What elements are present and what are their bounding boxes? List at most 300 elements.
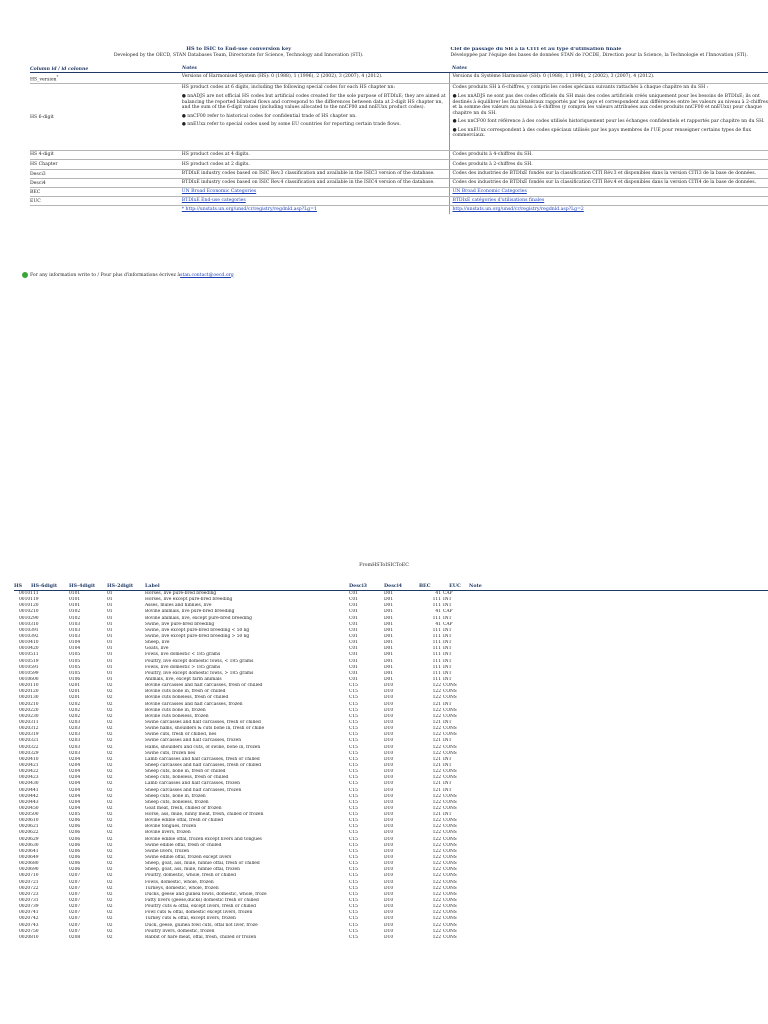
cell-label[interactable]: Swine cuts, fresh or chilled, nes (145, 732, 217, 738)
cell-desci3[interactable]: C15 (349, 799, 358, 805)
cell-bec[interactable]: 121 (432, 756, 441, 762)
cell-hs4[interactable]: 0204 (69, 769, 81, 775)
cell-hs2[interactable]: 02 (107, 904, 113, 910)
cell-desci3[interactable]: C15 (349, 781, 358, 787)
cell-euc[interactable]: CAP (443, 591, 453, 596)
cell-hs2[interactable]: 02 (107, 793, 113, 799)
cell-bec[interactable]: 122 (432, 861, 441, 867)
cell-hs2[interactable]: 01 (107, 615, 113, 621)
cell-euc[interactable]: CONS (443, 793, 457, 799)
cell-euc[interactable]: CONS (443, 707, 457, 713)
cell-euc[interactable]: INT (443, 627, 452, 633)
cell-desci3[interactable]: C15 (349, 701, 358, 707)
cell-hs4[interactable]: 0207 (69, 922, 81, 928)
cell-hs4[interactable]: 0207 (69, 898, 81, 904)
cell-hs2[interactable]: 01 (107, 646, 113, 652)
cell-hs2[interactable]: 02 (107, 799, 113, 805)
table-row[interactable] (14, 935, 768, 941)
cell-bec[interactable]: 122 (432, 842, 441, 848)
cell-desci4[interactable]: D10 (384, 934, 394, 940)
cell-euc[interactable]: INT (443, 738, 452, 744)
cell-bec[interactable]: 122 (432, 922, 441, 928)
header-hs2[interactable]: HS-2digit (107, 583, 134, 589)
cell-hs2[interactable]: 02 (107, 719, 113, 725)
cell-euc[interactable]: INT (443, 812, 452, 818)
header-hs6[interactable]: HS-6digit (31, 583, 58, 589)
cell-desci4[interactable]: D01 (384, 658, 394, 664)
cell-label[interactable]: Fatty livers (geese,ducks) domestic fresh or chilled (145, 898, 259, 904)
cell-bec[interactable]: 122 (432, 904, 441, 910)
cell-bec[interactable]: 122 (432, 695, 441, 701)
header-euc[interactable]: EUC (449, 583, 461, 589)
cell-hs2[interactable]: 02 (107, 873, 113, 879)
cell-hs4[interactable]: 0202 (69, 713, 81, 719)
cell-label[interactable]: Hams, shoulders and cuts, of swine, bone in, frozen (145, 744, 261, 750)
cell-label[interactable]: Rabbit or hare meat, offal, fresh, chilled or frozen (145, 934, 257, 940)
cell-hs2[interactable]: 02 (107, 750, 113, 756)
cell-desci3[interactable]: C01 (349, 597, 358, 603)
cell-euc[interactable]: INT (443, 676, 452, 682)
cell-bec[interactable]: 122 (432, 885, 441, 891)
cell-hs4[interactable]: 0201 (69, 683, 81, 689)
cell-desci3[interactable]: C15 (349, 836, 358, 842)
cell-desci3[interactable]: C15 (349, 916, 358, 922)
cell-bec[interactable]: 121 (432, 738, 441, 744)
cell-label[interactable]: Duck, geese, guinea fowl cuts, offal not liver, froze (145, 922, 258, 928)
cell-hs2[interactable]: 02 (107, 922, 113, 928)
cell-euc[interactable]: CONS (443, 830, 457, 836)
cell-hs2[interactable]: 02 (107, 885, 113, 891)
cell-euc[interactable]: CAP (443, 621, 453, 627)
cell-euc[interactable]: CONS (443, 842, 457, 848)
footnote-link-fr[interactable]: http://unstats.un.org/unsd/cr/registry/regdnld.asp?Lg=2 (452, 207, 584, 213)
cell-desci3[interactable]: C01 (349, 676, 358, 682)
cell-hs2[interactable]: 02 (107, 701, 113, 707)
cell-hs4[interactable]: 0207 (69, 910, 81, 916)
cell-label[interactable]: Fowls, domestic, whole, frozen (145, 879, 214, 885)
cell-desci3[interactable]: C15 (349, 707, 358, 713)
cell-hs4[interactable]: 0207 (69, 885, 81, 891)
cell-label[interactable]: Swine, live pure-bred breeding (145, 621, 215, 627)
cell-euc[interactable]: CONS (443, 750, 457, 756)
cell-hs4[interactable]: 0207 (69, 873, 81, 879)
cell-desci4[interactable]: D10 (384, 787, 394, 793)
cell-label[interactable]: Bovine cuts bone in, frozen (145, 707, 206, 713)
cell-label[interactable]: Ducks, geese and guinea fowls, domestic, whole, froze (145, 891, 267, 897)
cell-euc[interactable]: INT (443, 640, 452, 646)
cell-euc[interactable]: INT (443, 762, 452, 768)
cell-bec[interactable]: 111 (432, 676, 441, 682)
cell-euc[interactable]: INT (443, 615, 452, 621)
cell-desci4[interactable]: D10 (384, 848, 394, 854)
cell-desci4[interactable]: D10 (384, 928, 394, 934)
cell-hs4[interactable]: 0206 (69, 824, 81, 830)
cell-hs2[interactable]: 02 (107, 695, 113, 701)
cell-desci3[interactable]: C15 (349, 885, 358, 891)
cell-bec[interactable]: 122 (432, 916, 441, 922)
cell-label[interactable]: Horse, ass, mule, hinny meat, fresh, chilled or frozen (145, 812, 264, 818)
cell-bec[interactable]: 122 (432, 928, 441, 934)
cell-hs4[interactable]: 0202 (69, 707, 81, 713)
cell-euc[interactable]: CAP (443, 609, 453, 615)
cell-hs4[interactable]: 0102 (69, 615, 81, 621)
cell-hs4[interactable]: 0204 (69, 775, 81, 781)
cell-euc[interactable]: INT (443, 670, 452, 676)
cell-label[interactable]: Bovine carcasses and half carcasses, fresh or chilled (145, 683, 263, 689)
cell-hs4[interactable]: 0204 (69, 762, 81, 768)
cell-euc[interactable]: INT (443, 603, 452, 609)
cell-euc[interactable]: CONS (443, 775, 457, 781)
cell-euc[interactable]: INT (443, 658, 452, 664)
cell-hs4[interactable]: 0104 (69, 646, 81, 652)
cell-hs2[interactable]: 01 (107, 652, 113, 658)
cell-desci4[interactable]: D01 (384, 664, 394, 670)
cell-bec[interactable]: 122 (432, 891, 441, 897)
cell-hs4[interactable]: 0206 (69, 848, 81, 854)
cell-hs2[interactable]: 01 (107, 664, 113, 670)
cell-desci4[interactable]: D01 (384, 640, 394, 646)
cell-label[interactable]: Swine livers, frozen (145, 848, 190, 854)
header-note[interactable]: Note (469, 583, 482, 589)
cell-hs4[interactable]: 0105 (69, 664, 81, 670)
cell-desci3[interactable]: C01 (349, 591, 358, 596)
cell-hs2[interactable]: 02 (107, 769, 113, 775)
cell-hs2[interactable]: 02 (107, 855, 113, 861)
cell-bec[interactable]: 121 (432, 781, 441, 787)
cell-bec[interactable]: 122 (432, 683, 441, 689)
cell-desci3[interactable]: C15 (349, 855, 358, 861)
cell-desci4[interactable]: D01 (384, 591, 394, 596)
cell-hs2[interactable]: 02 (107, 707, 113, 713)
cell-euc[interactable]: CONS (443, 879, 457, 885)
cell-hs2[interactable]: 01 (107, 658, 113, 664)
cell-label[interactable]: Poultry, live except domestic fowls, > 185 grams (145, 670, 254, 676)
cell-hs2[interactable]: 02 (107, 738, 113, 744)
cell-hs2[interactable]: 01 (107, 603, 113, 609)
cell-label[interactable]: Sheep cuts, boneless, frozen (145, 799, 209, 805)
cell-euc[interactable]: CONS (443, 726, 457, 732)
cell-hs6[interactable] (14, 935, 69, 941)
cell-hs2[interactable]: 02 (107, 762, 113, 768)
cell-euc[interactable]: CONS (443, 689, 457, 695)
cell-hs4[interactable]: 0202 (69, 701, 81, 707)
cell-hs2[interactable]: 02 (107, 867, 113, 873)
cell-desci3[interactable]: C15 (349, 683, 358, 689)
cell-euc[interactable]: INT (443, 652, 452, 658)
cell-desci4[interactable]: D10 (384, 793, 394, 799)
cell-desci4[interactable]: D10 (384, 744, 394, 750)
cell-euc[interactable]: INT (443, 719, 452, 725)
cell-hs4[interactable]: 0205 (69, 812, 81, 818)
cell-desci4[interactable]: D10 (384, 805, 394, 811)
euc-link-en[interactable]: BTDIxE End-use categories (181, 198, 246, 204)
cell-hs2[interactable]: 02 (107, 726, 113, 732)
cell-bec[interactable]: 111 (432, 603, 441, 609)
cell-euc[interactable]: INT (443, 664, 452, 670)
cell-desci4[interactable]: D10 (384, 738, 394, 744)
cell-bec[interactable]: 111 (432, 646, 441, 652)
cell-desci3[interactable]: C15 (349, 769, 358, 775)
cell-hs4[interactable]: 0106 (69, 676, 81, 682)
cell-bec[interactable]: 122 (432, 910, 441, 916)
cell-euc[interactable]: CONS (443, 836, 457, 842)
cell-label[interactable]: Goat meat, fresh, chilled or frozen (145, 805, 222, 811)
cell-bec[interactable]: 121 (432, 762, 441, 768)
cell-desci3[interactable]: C15 (349, 695, 358, 701)
footnote-link-en[interactable]: * http://unstats.un.org/unsd/cr/registry/regdnld.asp?Lg=1 (181, 207, 317, 213)
cell-label[interactable]: Poultry, live except domestic fowls, < 185 grams (145, 658, 254, 664)
cell-euc[interactable]: CONS (443, 861, 457, 867)
cell-desci4[interactable]: D10 (384, 781, 394, 787)
cell-label[interactable]: Fowls, live domestic > 185 grams (145, 664, 221, 670)
cell-desci4[interactable]: D10 (384, 799, 394, 805)
cell-hs2[interactable]: 02 (107, 775, 113, 781)
cell-bec[interactable]: 122 (432, 726, 441, 732)
cell-label[interactable]: Fowl cuts & offal, domestic except livers, frozen (145, 910, 253, 916)
cell-desci4[interactable]: D01 (384, 621, 394, 627)
cell-euc[interactable]: INT (443, 756, 452, 762)
cell-desci4[interactable]: D10 (384, 824, 394, 830)
cell-desci4[interactable]: D01 (384, 603, 394, 609)
cell-euc[interactable]: CONS (443, 904, 457, 910)
cell-desci3[interactable]: C15 (349, 818, 358, 824)
cell-desci3[interactable]: C01 (349, 627, 358, 633)
cell-desci3[interactable]: C15 (349, 719, 358, 725)
contact-email-link[interactable]: stan.contact@oecd.org (180, 272, 234, 278)
cell-hs2[interactable]: 02 (107, 824, 113, 830)
cell-hs2[interactable]: 02 (107, 916, 113, 922)
cell-desci3[interactable]: C01 (349, 603, 358, 609)
cell-desci4[interactable]: D10 (384, 775, 394, 781)
cell-desci4[interactable]: D01 (384, 627, 394, 633)
cell-euc[interactable]: CONS (443, 848, 457, 854)
cell-euc[interactable]: INT (443, 787, 452, 793)
cell-bec[interactable]: 122 (432, 830, 441, 836)
cell-hs4[interactable]: 0201 (69, 689, 81, 695)
cell-label[interactable]: Lamb carcasses and half carcasses, fresh or chilled (145, 756, 260, 762)
cell-bec[interactable]: 111 (432, 597, 441, 603)
cell-hs4[interactable]: 0206 (69, 861, 81, 867)
cell-desci4[interactable]: D10 (384, 879, 394, 885)
cell-desci4[interactable]: D10 (384, 818, 394, 824)
cell-desci3[interactable]: C01 (349, 615, 358, 621)
cell-label[interactable]: Bovine cuts boneless, frozen (145, 713, 209, 719)
cell-hs4[interactable]: 0203 (69, 719, 81, 725)
cell-euc[interactable]: CONS (443, 713, 457, 719)
cell-desci3[interactable]: C01 (349, 658, 358, 664)
cell-bec[interactable]: 111 (432, 652, 441, 658)
cell-euc[interactable]: CONS (443, 769, 457, 775)
cell-label[interactable]: Bovine cuts boneless, fresh or chilled (145, 695, 229, 701)
cell-bec[interactable]: 111 (432, 615, 441, 621)
cell-hs2[interactable]: 02 (107, 830, 113, 836)
cell-euc[interactable]: CONS (443, 898, 457, 904)
cell-hs2[interactable]: 01 (107, 591, 113, 596)
cell-bec[interactable]: 122 (432, 867, 441, 873)
cell-desci4[interactable]: D10 (384, 916, 394, 922)
cell-euc[interactable]: CONS (443, 824, 457, 830)
cell-bec[interactable]: 122 (432, 713, 441, 719)
cell-label[interactable]: Goats, live (145, 646, 169, 652)
cell-label[interactable]: Turkeys, domestic, whole, frozen (145, 885, 219, 891)
cell-label[interactable]: Sheep carcasses and half carcasses, fresh or chilled (145, 762, 262, 768)
cell-euc[interactable]: CONS (443, 885, 457, 891)
cell-bec[interactable]: 122 (432, 769, 441, 775)
cell-label[interactable]: Horses, live pure-bred breeding (145, 591, 217, 596)
cell-desci4[interactable]: D01 (384, 615, 394, 621)
cell-desci4[interactable]: D10 (384, 867, 394, 873)
cell-bec[interactable]: 111 (432, 633, 441, 639)
cell-desci3[interactable]: C15 (349, 873, 358, 879)
cell-bec[interactable]: 111 (432, 664, 441, 670)
cell-desci3[interactable]: C01 (349, 640, 358, 646)
cell-bec[interactable]: 41 (435, 609, 441, 615)
cell-desci3[interactable]: C01 (349, 621, 358, 627)
cell-label[interactable]: Sheep carcasses and half carcasses, frozen (145, 787, 242, 793)
cell-euc[interactable]: CONS (443, 916, 457, 922)
header-bec[interactable]: BEC (419, 583, 431, 589)
cell-desci4[interactable]: D10 (384, 683, 394, 689)
cell-hs2[interactable]: 02 (107, 818, 113, 824)
header-label[interactable]: Label (145, 583, 160, 589)
cell-hs2[interactable]: 01 (107, 640, 113, 646)
cell-desci3[interactable]: C15 (349, 805, 358, 811)
cell-euc[interactable]: CONS (443, 683, 457, 689)
cell-desci4[interactable]: D10 (384, 689, 394, 695)
cell-desci4[interactable]: D10 (384, 762, 394, 768)
cell-hs2[interactable]: 01 (107, 670, 113, 676)
cell-desci3[interactable]: C15 (349, 726, 358, 732)
cell-label[interactable]: Swine carcasses and half carcasses, frozen (145, 738, 242, 744)
cell-desci4[interactable]: D10 (384, 910, 394, 916)
cell-euc[interactable]: INT (443, 633, 452, 639)
cell-label[interactable]: Bovine tongues, frozen (145, 824, 197, 830)
cell-hs4[interactable]: 0104 (69, 640, 81, 646)
cell-bec[interactable]: 122 (432, 836, 441, 842)
cell-desci3[interactable]: C15 (349, 750, 358, 756)
cell-label[interactable]: Horses, live except pure-bred breeding (145, 597, 233, 603)
cell-hs2[interactable]: 02 (107, 812, 113, 818)
cell-label[interactable]: Poultry cuts & offal, except livers, fresh or chilled (145, 904, 256, 910)
cell-label[interactable]: Asses, mules and hinnies, live (145, 603, 212, 609)
cell-desci3[interactable]: C15 (349, 732, 358, 738)
cell-hs4[interactable]: 0206 (69, 836, 81, 842)
cell-hs2[interactable]: 02 (107, 879, 113, 885)
cell-hs4[interactable]: 0206 (69, 830, 81, 836)
cell-label[interactable]: Bovine edible offal, fresh or chilled (145, 818, 224, 824)
cell-desci3[interactable]: C15 (349, 928, 358, 934)
cell-label[interactable]: Bovine animals, live pure-bred breeding (145, 609, 235, 615)
cell-hs2[interactable]: 01 (107, 621, 113, 627)
cell-desci4[interactable]: D10 (384, 719, 394, 725)
cell-desci3[interactable]: C15 (349, 689, 358, 695)
cell-desci3[interactable]: C01 (349, 633, 358, 639)
cell-desci4[interactable]: D10 (384, 885, 394, 891)
cell-desci3[interactable]: C15 (349, 867, 358, 873)
cell-desci4[interactable]: D10 (384, 830, 394, 836)
header-desci4[interactable]: Desci4 (384, 583, 402, 589)
cell-desci3[interactable]: C01 (349, 646, 358, 652)
cell-desci3[interactable]: C15 (349, 713, 358, 719)
cell-hs4[interactable]: 0103 (69, 633, 81, 639)
cell-euc[interactable]: CONS (443, 805, 457, 811)
cell-euc[interactable]: CONS (443, 695, 457, 701)
cell-label[interactable]: Bovine carcasses and half carcasses, frozen (145, 701, 243, 707)
cell-label[interactable]: Bovine edible offal, frozen except livers and tongues (145, 836, 262, 842)
cell-hs2[interactable]: 02 (107, 689, 113, 695)
cell-hs4[interactable]: 0207 (69, 928, 81, 934)
cell-hs2[interactable]: 02 (107, 732, 113, 738)
cell-hs2[interactable]: 01 (107, 676, 113, 682)
cell-bec[interactable]: 121 (432, 787, 441, 793)
cell-euc[interactable]: CONS (443, 873, 457, 879)
cell-desci3[interactable]: C01 (349, 652, 358, 658)
cell-hs4[interactable]: 0102 (69, 609, 81, 615)
cell-euc[interactable]: INT (443, 597, 452, 603)
cell-hs4[interactable]: 0204 (69, 805, 81, 811)
cell-hs4[interactable]: 0203 (69, 726, 81, 732)
cell-label[interactable]: Fowls, live domestic < 185 grams (145, 652, 221, 658)
cell-desci3[interactable]: C15 (349, 787, 358, 793)
cell-hs2[interactable]: 02 (107, 861, 113, 867)
cell-label[interactable]: Swine edible offal, fresh or chilled (145, 842, 222, 848)
cell-desci4[interactable]: D10 (384, 904, 394, 910)
cell-desci3[interactable]: C15 (349, 934, 358, 940)
cell-label[interactable]: Poultry livers, domestic, frozen (145, 928, 215, 934)
cell-label[interactable]: Swine cuts, frozen nes (145, 750, 196, 756)
cell-bec[interactable]: 121 (432, 701, 441, 707)
cell-desci4[interactable]: D01 (384, 609, 394, 615)
cell-hs2[interactable]: 02 (107, 898, 113, 904)
cell-hs2[interactable]: 01 (107, 597, 113, 603)
cell-bec[interactable]: 122 (432, 934, 441, 940)
cell-hs4[interactable]: 0105 (69, 658, 81, 664)
cell-label[interactable]: Sheep, live (145, 640, 170, 646)
cell-desci4[interactable]: D10 (384, 769, 394, 775)
cell-bec[interactable]: 111 (432, 640, 441, 646)
cell-hs4[interactable]: 0203 (69, 744, 81, 750)
cell-hs2[interactable]: 01 (107, 609, 113, 615)
cell-hs4[interactable]: 0101 (69, 603, 81, 609)
cell-hs4[interactable]: 0101 (69, 597, 81, 603)
cell-hs4[interactable]: 0206 (69, 818, 81, 824)
cell-desci3[interactable]: C15 (349, 898, 358, 904)
cell-bec[interactable]: 121 (432, 812, 441, 818)
cell-desci3[interactable]: C01 (349, 670, 358, 676)
cell-hs2[interactable]: 02 (107, 744, 113, 750)
cell-hs2[interactable]: 02 (107, 891, 113, 897)
cell-euc[interactable]: CONS (443, 891, 457, 897)
cell-euc[interactable]: CONS (443, 922, 457, 928)
cell-hs2[interactable]: 02 (107, 805, 113, 811)
cell-euc[interactable]: CONS (443, 928, 457, 934)
cell-hs2[interactable]: 02 (107, 836, 113, 842)
cell-bec[interactable]: 122 (432, 855, 441, 861)
cell-euc[interactable]: INT (443, 701, 452, 707)
cell-desci4[interactable]: D10 (384, 891, 394, 897)
cell-hs4[interactable]: 0204 (69, 793, 81, 799)
cell-label[interactable]: Animals, live, except farm animals (145, 676, 222, 682)
bec-link-fr[interactable]: UN Broad Economic Categories (452, 189, 527, 195)
cell-label[interactable]: Sheep, goat, ass, mule, hinnie offal, frozen (145, 867, 240, 873)
cell-hs4[interactable]: 0103 (69, 621, 81, 627)
cell-hs2[interactable]: 01 (107, 627, 113, 633)
cell-desci4[interactable]: D10 (384, 836, 394, 842)
cell-desci4[interactable]: D10 (384, 855, 394, 861)
cell-hs4[interactable]: 0105 (69, 670, 81, 676)
cell-euc[interactable]: CONS (443, 799, 457, 805)
cell-hs4[interactable]: 0207 (69, 916, 81, 922)
